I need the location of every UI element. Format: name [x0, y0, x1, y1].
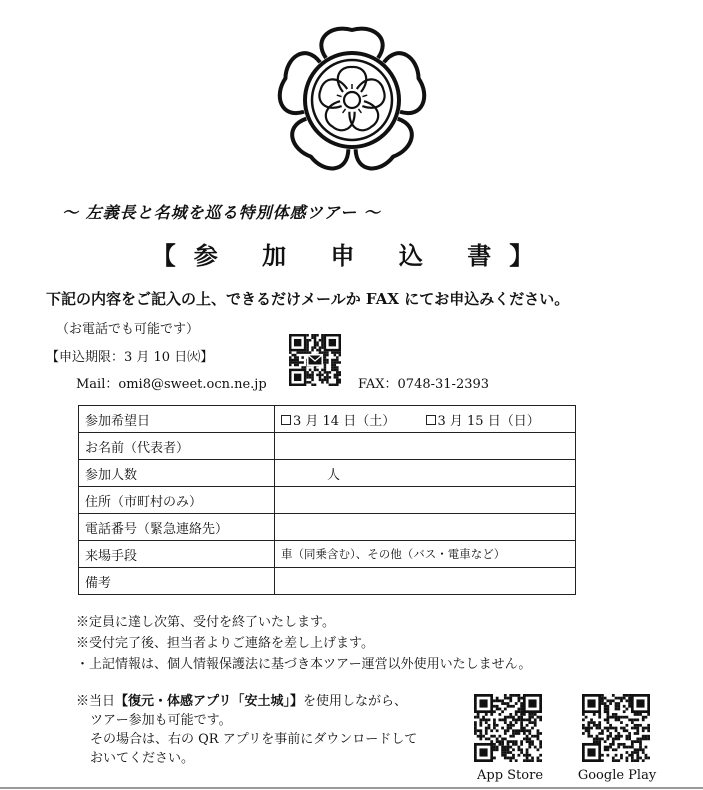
- five-petal-family-crest-icon: [276, 24, 428, 176]
- app-store-qr-code-icon[interactable]: [474, 694, 542, 762]
- table-row: [79, 487, 576, 514]
- note-item: ・上記情報は、個人情報保護法に基づき本ツアー運営以外使用いたしません。: [76, 657, 532, 672]
- table-row: [79, 433, 576, 460]
- deadline-text: 【申込期限：3 月 10 日㈫】: [46, 350, 214, 365]
- notes-list: [76, 612, 531, 675]
- mail-qr-code-icon: [289, 334, 341, 386]
- google-play-qr-code-icon[interactable]: [582, 694, 650, 762]
- unit-label: 人: [327, 467, 341, 483]
- table-row: [79, 514, 576, 541]
- application-form-table: [78, 405, 576, 595]
- app-promo-text: ※当日【復元・体感アプリ「安土城」】を使用しながら、 ツアー参加も可能です。 その場合は、右の QR アプリを事前にダウンロードして おいてください。: [76, 694, 418, 766]
- instruction-text: 下記の内容をご記入の上、できるだけメールか FAX にてお申込みください。: [46, 290, 570, 308]
- row-label: お名前（代表者）: [79, 433, 275, 460]
- row-label: 住所（市町村のみ）: [79, 487, 275, 514]
- date-options-cell: [275, 406, 576, 433]
- phone-field[interactable]: [275, 514, 576, 541]
- row-label: 電話番号（緊急連絡先）: [79, 514, 275, 541]
- page-title: 【参 加 申 込 書】: [151, 241, 552, 270]
- row-label: 参加人数: [79, 460, 275, 487]
- envelope-icon: [307, 354, 323, 366]
- table-row: [79, 460, 576, 487]
- note-item: ※受付完了後、担当者よりご連絡を差し上げます。: [76, 636, 374, 651]
- name-field[interactable]: [275, 433, 576, 460]
- row-label: 備考: [79, 568, 275, 595]
- date-option-2[interactable]: 3 月 15 日（日）: [426, 414, 540, 429]
- checkbox[interactable]: [281, 415, 291, 425]
- table-row: [79, 406, 576, 433]
- tour-subtitle: ～ 左義長と名城を巡る特別体感ツアー ～: [62, 203, 381, 222]
- remarks-field[interactable]: [275, 568, 576, 595]
- phone-note: （お電話でも可能です）: [56, 322, 200, 337]
- address-field[interactable]: [275, 487, 576, 514]
- row-label: 来場手段: [79, 541, 275, 568]
- table-row: [79, 568, 576, 595]
- app-store-label: App Store: [476, 768, 544, 783]
- checkbox[interactable]: [426, 415, 436, 425]
- mail-address: Mail：omi8@sweet.ocn.ne.jp: [76, 377, 267, 392]
- google-play-label: Google Play: [577, 768, 657, 783]
- transport-options[interactable]: 車（同乗含む）、その他（バス・電車など）: [275, 541, 576, 568]
- divider: [0, 787, 703, 789]
- app-name: 【復元・体感アプリ「安土城」】: [115, 694, 303, 709]
- date-option-1[interactable]: 3 月 14 日（土）: [281, 414, 395, 429]
- table-row: [79, 541, 576, 568]
- fax-number: FAX：0748-31-2393: [358, 377, 490, 392]
- note-item: ※定員に達し次第、受付を終了いたします。: [76, 615, 335, 630]
- row-label: 参加希望日: [79, 406, 275, 433]
- participant-count-field[interactable]: [275, 460, 576, 487]
